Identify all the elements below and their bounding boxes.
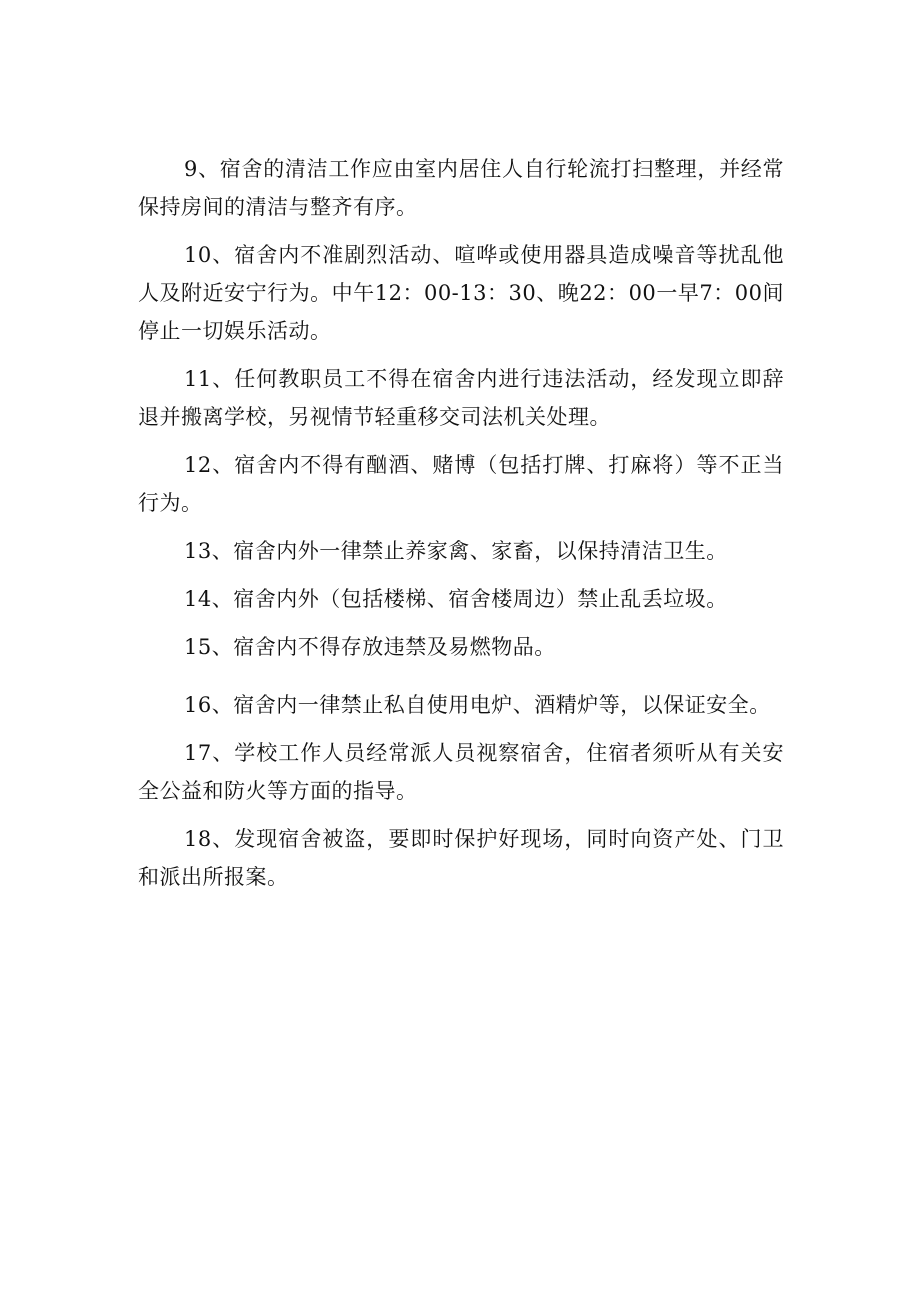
rule-paragraph-11: 11、任何教职员工不得在宿舍内进行违法活动，经发现立即辞退并搬离学校，另视情节轻重移交司法机关处理。 [138,367,784,429]
rule-paragraph-12: 12、宿舍内不得有酗酒、赌博（包括打牌、打麻将）等不正当行为。 [138,453,784,515]
rule-paragraph-16: 16、宿舍内一律禁止私自使用电炉、酒精炉等，以保证安全。 [184,693,771,717]
rule-paragraph-14: 14、宿舍内外（包括楼梯、宿舍楼周边）禁止乱丢垃圾。 [184,587,728,611]
rule-paragraph-9: 9、宿舍的清洁工作应由室内居住人自行轮流打扫整理，并经常保持房间的清洁与整齐有序。 [138,157,784,219]
document-body [138,150,784,906]
rule-paragraph-10: 10、宿舍内不准剧烈活动、喧哗或使用器具造成噪音等扰乱他人及附近安宁行为。中午12：00-13：30、晚22：00一早7：00间停止一切娱乐活动。 [138,243,784,343]
rule-paragraph-17: 17、学校工作人员经常派人员视察宿舍，住宿者须听从有关安全公益和防火等方面的指导。 [138,741,784,803]
rule-paragraph-15: 15、宿舍内不得存放违禁及易燃物品。 [184,635,556,659]
rule-paragraph-18: 18、发现宿舍被盗，要即时保护好现场，同时向资产处、门卫和派出所报案。 [138,827,784,889]
rule-paragraph-13: 13、宿舍内外一律禁止养家禽、家畜，以保持清洁卫生。 [184,539,728,563]
